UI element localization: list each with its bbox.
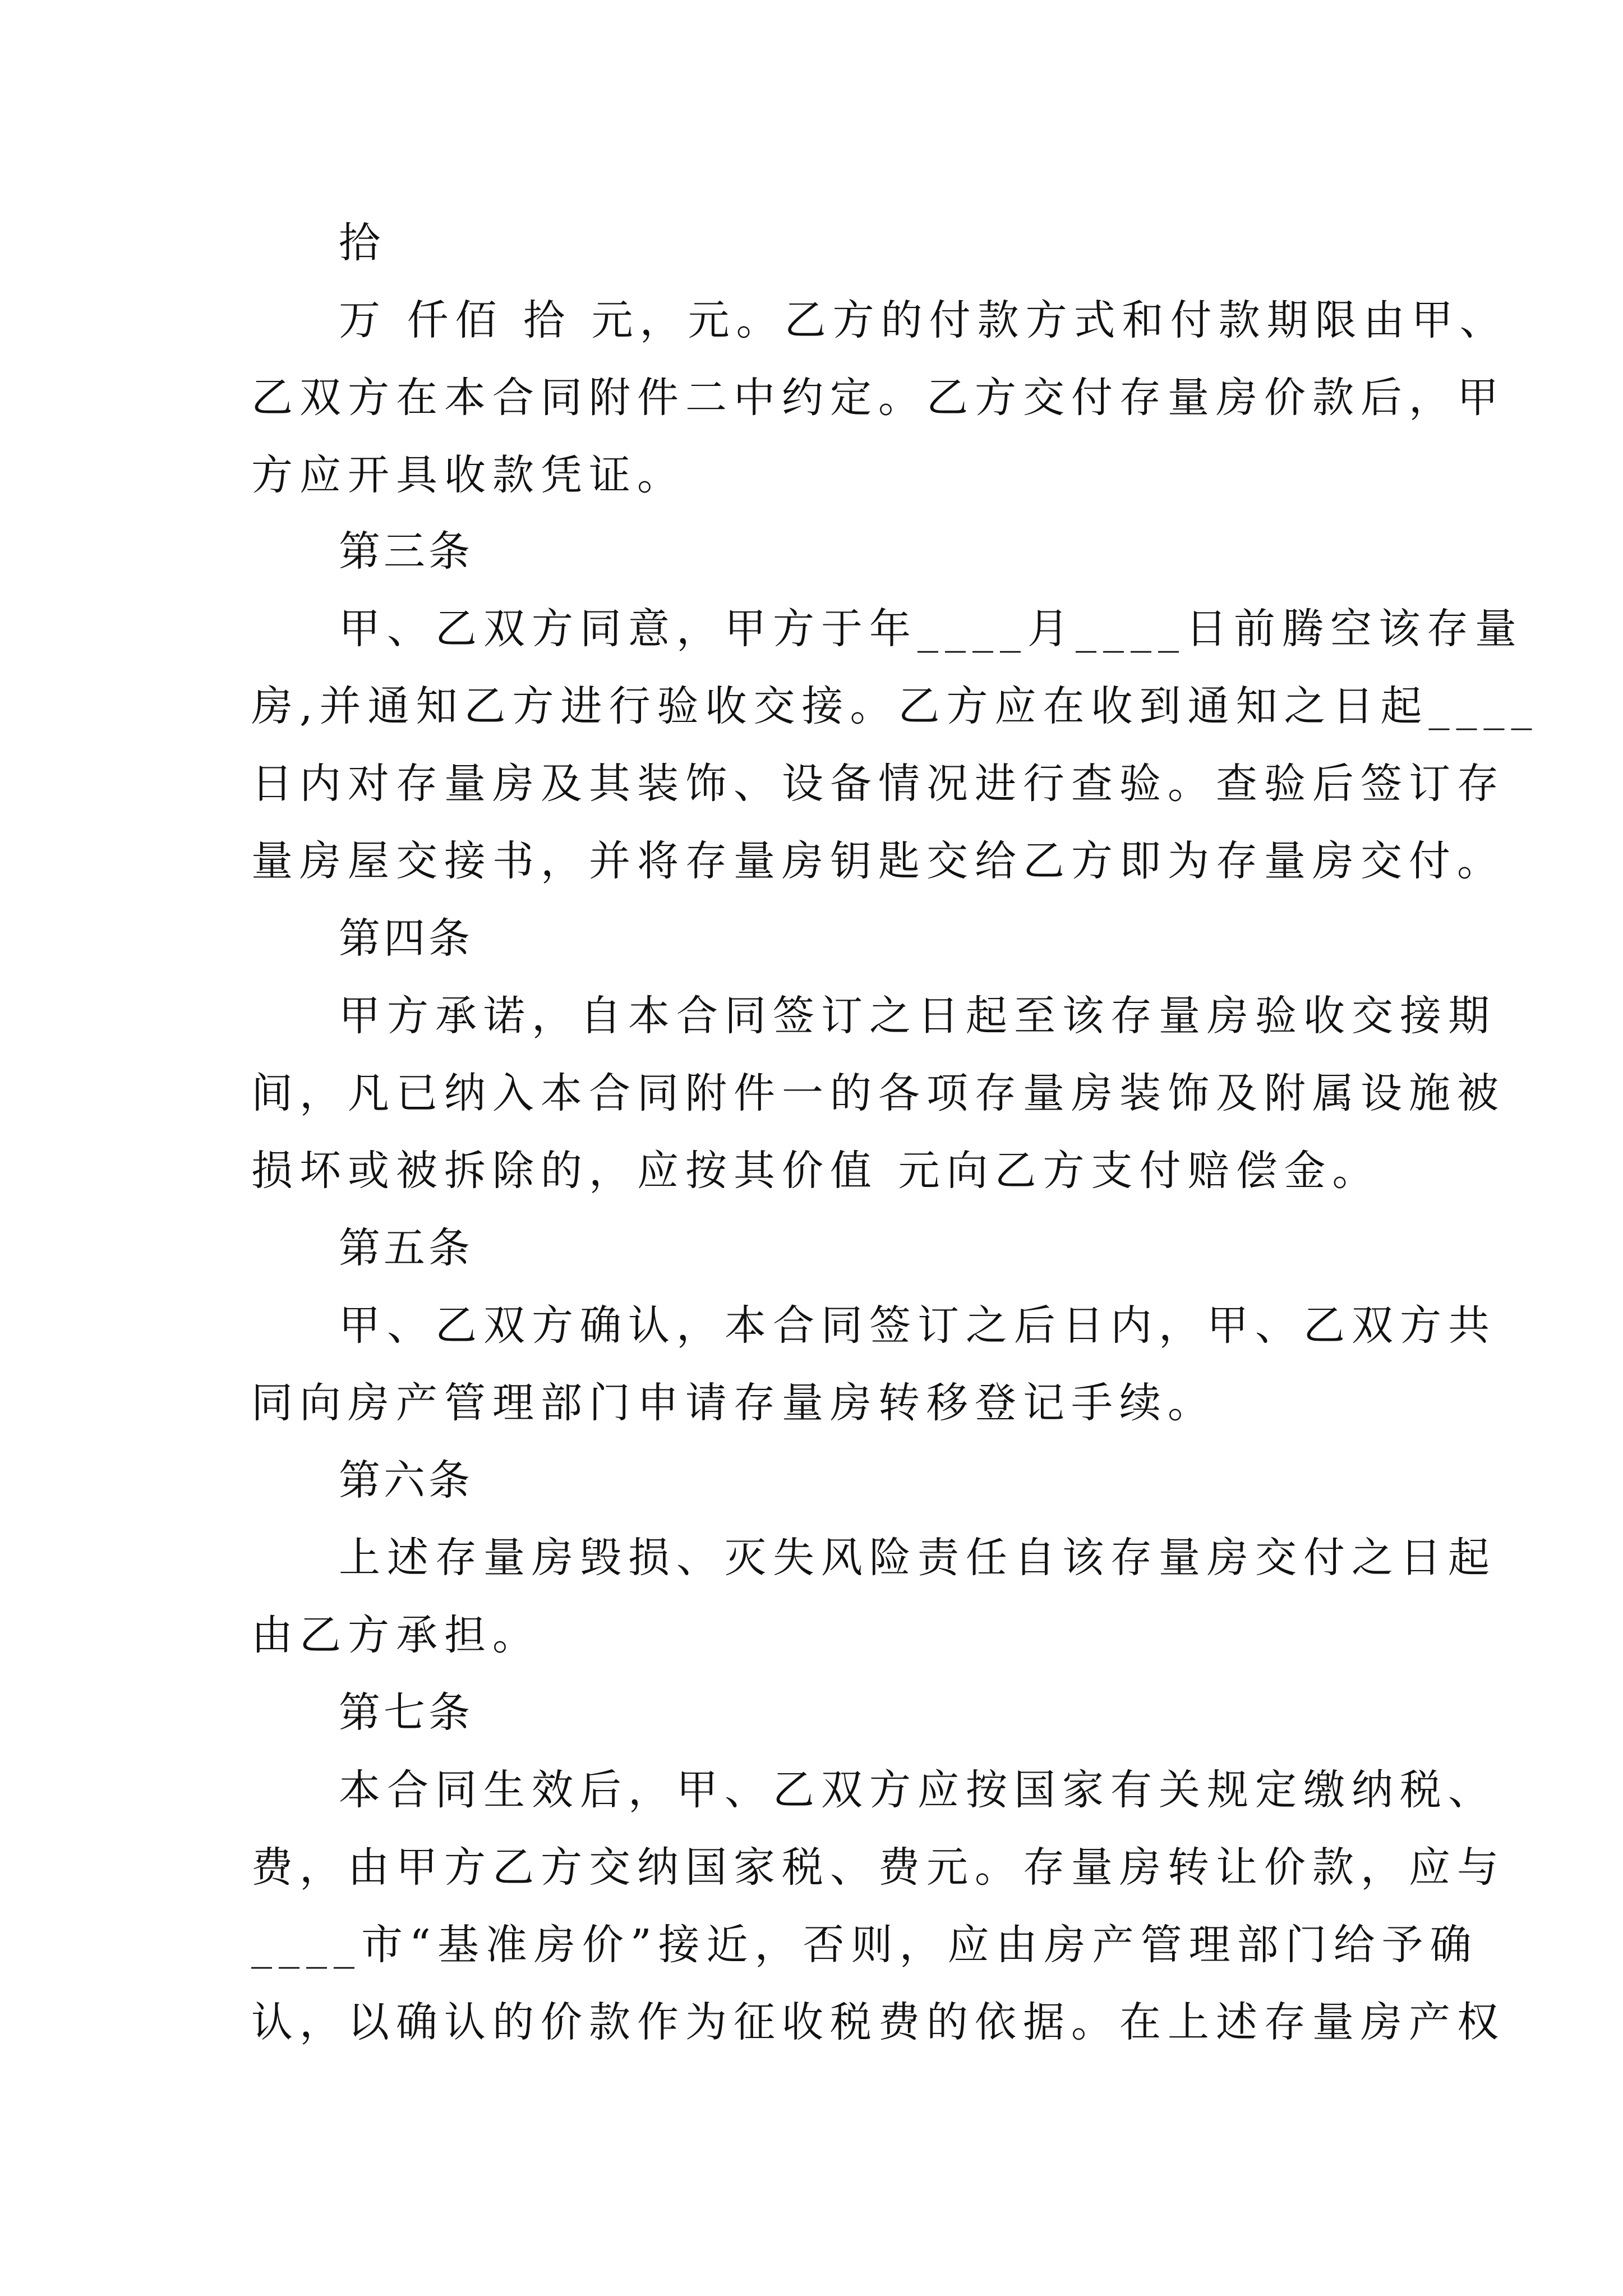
article-5-heading: 第五条 — [339, 1224, 473, 1272]
text-line: 万 仟佰 拾 元，元。乙方的付款方式和付款期限由甲、 — [339, 296, 1508, 344]
text-line: 乙双方在本合同附件二中约定。乙方交付存量房价款后，甲 — [251, 374, 1505, 422]
text-line: 费，由甲方乙方交纳国家税、费元。存量房转让价款，应与 — [251, 1843, 1505, 1892]
text-line: 房,并通知乙方进行验收交接。乙方应在收到通知之日起____ — [251, 682, 1539, 730]
text-line: 甲、乙双方确认，本合同签订之后日内，甲、乙双方共 — [339, 1301, 1496, 1350]
text-line: 甲方承诺，自本合同签订之日起至该存量房验收交接期 — [339, 992, 1496, 1040]
article-6-heading: 第六条 — [339, 1456, 473, 1504]
text-line: 损坏或被拆除的，应按其价值 元向乙方支付赔偿金。 — [251, 1147, 1381, 1195]
text-line: 上述存量房毁损、灭失风险责任自该存量房交付之日起 — [339, 1534, 1496, 1582]
text-line: 间，凡已纳入本合同附件一的各项存量房装饰及附属设施被 — [251, 1069, 1505, 1117]
text-line: 方应开具收款凭证。 — [251, 451, 685, 499]
article-3-heading: 第三条 — [339, 527, 473, 576]
text-line: 认，以确认的价款作为征收税费的依据。在上述存量房产权 — [251, 1998, 1505, 2046]
text-line: 由乙方承担。 — [251, 1611, 541, 1659]
article-7-heading: 第七条 — [339, 1688, 473, 1737]
text-line: 量房屋交接书，并将存量房钥匙交给乙方即为存量房交付。 — [251, 837, 1505, 885]
text-line: 同向房产管理部门申请存量房转移登记手续。 — [251, 1379, 1216, 1427]
text-line: 拾 — [339, 219, 387, 267]
text-line: 甲、乙双方同意，甲方于年____月____日前腾空该存量 — [339, 605, 1523, 653]
text-line: 日内对存量房及其装饰、设备情况进行查验。查验后签订存 — [251, 760, 1505, 808]
article-4-heading: 第四条 — [339, 914, 473, 963]
text-line: 本合同生效后，甲、乙双方应按国家有关规定缴纳税、 — [339, 1766, 1496, 1814]
text-line: ____市“基准房价”接近，否则，应由房产管理部门给予确 — [251, 1921, 1478, 1969]
